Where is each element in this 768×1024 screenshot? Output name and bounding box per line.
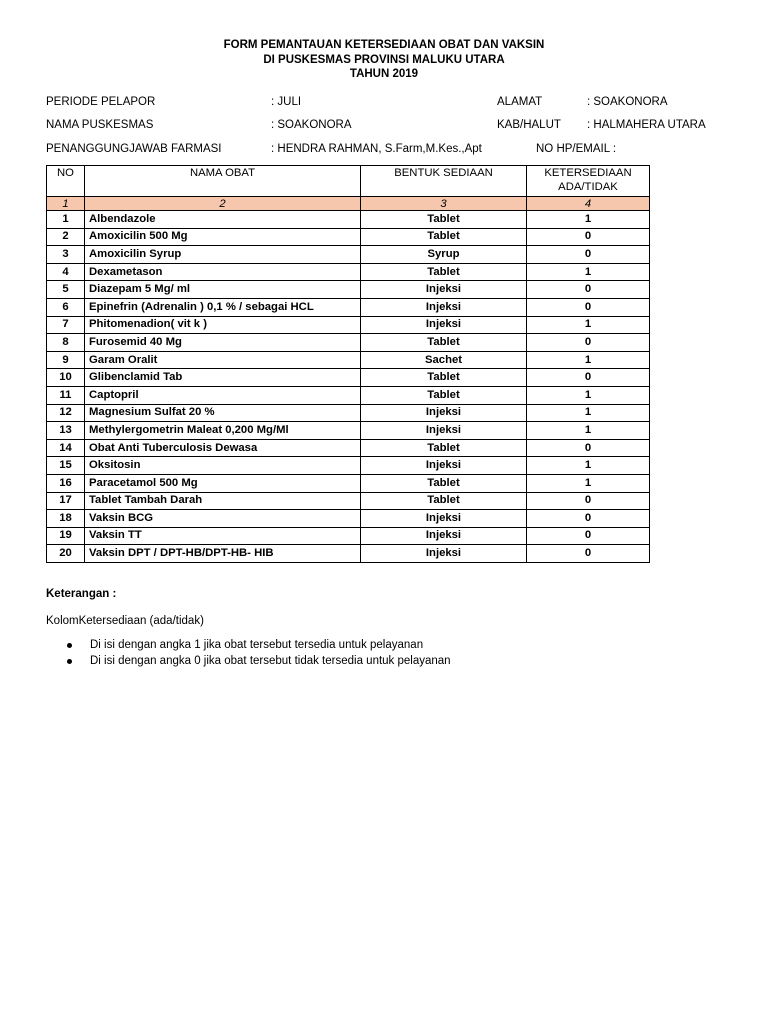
cell-nama-obat: Diazepam 5 Mg/ ml (85, 281, 361, 299)
cell-ketersediaan: 1 (527, 404, 650, 422)
table-row (47, 474, 650, 492)
table-header-row (47, 166, 650, 197)
cell-no: 10 (47, 369, 85, 387)
title-line-2: DI PUSKESMAS PROVINSI MALUKU UTARA (263, 53, 505, 66)
cell-nama-obat: Oksitosin (85, 457, 361, 475)
cell-ketersediaan: 0 (527, 228, 650, 246)
cell-ketersediaan: 1 (527, 211, 650, 229)
cell-ketersediaan: 0 (527, 545, 650, 563)
table-row (47, 527, 650, 545)
cell-nama-obat: Epinefrin (Adrenalin ) 0,1 % / sebagai HCL (85, 298, 361, 316)
cell-no: 15 (47, 457, 85, 475)
table-row (47, 298, 650, 316)
cell-bentuk-sediaan: Tablet (361, 263, 527, 281)
cell-bentuk-sediaan: Tablet (361, 492, 527, 510)
cell-nama-obat: Captopril (85, 386, 361, 404)
cell-no: 11 (47, 386, 85, 404)
cell-ketersediaan: 1 (527, 351, 650, 369)
cell-no: 13 (47, 422, 85, 440)
cell-bentuk-sediaan: Tablet (361, 369, 527, 387)
list-item (46, 653, 451, 669)
cell-ketersediaan: 0 (527, 281, 650, 299)
table-row (47, 228, 650, 246)
obat-table (46, 165, 650, 563)
table-row (47, 404, 650, 422)
header-no: NO (47, 166, 85, 197)
cell-no: 2 (47, 228, 85, 246)
header-bentuk-sediaan: BENTUK SEDIAAN (361, 166, 527, 197)
puskesmas-value: : SOAKONORA (271, 119, 352, 131)
bullet-icon (67, 659, 72, 664)
cell-bentuk-sediaan: Injeksi (361, 316, 527, 334)
cell-no: 20 (47, 545, 85, 563)
cell-ketersediaan: 0 (527, 298, 650, 316)
cell-bentuk-sediaan: Injeksi (361, 422, 527, 440)
cell-ketersediaan: 0 (527, 369, 650, 387)
cell-nama-obat: Magnesium Sulfat 20 % (85, 404, 361, 422)
cell-no: 12 (47, 404, 85, 422)
cell-no: 18 (47, 510, 85, 528)
cell-bentuk-sediaan: Injeksi (361, 527, 527, 545)
kab-value: : HALMAHERA UTARA (587, 119, 706, 131)
cell-bentuk-sediaan: Syrup (361, 246, 527, 264)
table-row (47, 457, 650, 475)
cell-ketersediaan: 0 (527, 492, 650, 510)
table-row (47, 439, 650, 457)
title-line-1: FORM PEMANTAUAN KETERSEDIAAN OBAT DAN VAKSIN (223, 39, 545, 51)
index-cell: 3 (361, 197, 527, 211)
form-title (0, 38, 768, 82)
cell-nama-obat: Obat Anti Tuberculosis Dewasa (85, 439, 361, 457)
cell-nama-obat: Albendazole (85, 211, 361, 229)
bullet-text: Di isi dengan angka 0 jika obat tersebut tidak tersedia untuk pelayanan (90, 655, 451, 667)
cell-ketersediaan: 0 (527, 510, 650, 528)
cell-ketersediaan: 1 (527, 457, 650, 475)
periode-label: PERIODE PELAPOR (46, 96, 156, 108)
cell-bentuk-sediaan: Tablet (361, 439, 527, 457)
cell-no: 6 (47, 298, 85, 316)
cell-nama-obat: Amoxicilin Syrup (85, 246, 361, 264)
cell-no: 14 (47, 439, 85, 457)
table-row (47, 211, 650, 229)
cell-no: 17 (47, 492, 85, 510)
cell-bentuk-sediaan: Tablet (361, 334, 527, 352)
table-row (47, 492, 650, 510)
cell-nama-obat: Tablet Tambah Darah (85, 492, 361, 510)
puskesmas-label: NAMA PUSKESMAS (46, 119, 154, 131)
meta-row-periode (0, 96, 768, 112)
cell-no: 7 (47, 316, 85, 334)
cell-no: 9 (47, 351, 85, 369)
table-row (47, 369, 650, 387)
cell-nama-obat: Paracetamol 500 Mg (85, 474, 361, 492)
cell-ketersediaan: 1 (527, 316, 650, 334)
cell-no: 8 (47, 334, 85, 352)
penanggungjawab-value: : HENDRA RAHMAN, S.Farm,M.Kes.,Apt (271, 143, 482, 155)
kab-label: KAB/HALUT (497, 119, 561, 131)
keterangan-list (46, 637, 451, 669)
periode-value: : JULI (271, 96, 302, 108)
header-nama-obat: NAMA OBAT (85, 166, 361, 197)
cell-ketersediaan: 1 (527, 386, 650, 404)
alamat-value: : SOAKONORA (587, 96, 668, 108)
cell-ketersediaan: 1 (527, 263, 650, 281)
cell-nama-obat: Vaksin DPT / DPT-HB/DPT-HB- HIB (85, 545, 361, 563)
cell-bentuk-sediaan: Tablet (361, 386, 527, 404)
table-row (47, 545, 650, 563)
cell-nama-obat: Amoxicilin 500 Mg (85, 228, 361, 246)
cell-ketersediaan: 1 (527, 474, 650, 492)
table-row (47, 351, 650, 369)
meta-row-puskesmas (0, 119, 768, 135)
list-item (46, 637, 451, 653)
header-ketersediaan-line1: KETERSEDIAAN (544, 167, 632, 179)
cell-ketersediaan: 0 (527, 334, 650, 352)
table-index-row (47, 197, 650, 211)
hp-email-label: NO HP/EMAIL : (536, 143, 617, 155)
cell-no: 16 (47, 474, 85, 492)
cell-no: 3 (47, 246, 85, 264)
cell-no: 4 (47, 263, 85, 281)
table-row (47, 422, 650, 440)
cell-bentuk-sediaan: Sachet (361, 351, 527, 369)
cell-nama-obat: Phitomenadion( vit k ) (85, 316, 361, 334)
table-row (47, 386, 650, 404)
cell-bentuk-sediaan: Tablet (361, 228, 527, 246)
cell-bentuk-sediaan: Injeksi (361, 281, 527, 299)
title-line-3: TAHUN 2019 (349, 68, 419, 80)
cell-ketersediaan: 0 (527, 439, 650, 457)
table-row (47, 334, 650, 352)
cell-nama-obat: Vaksin TT (85, 527, 361, 545)
cell-nama-obat: Furosemid 40 Mg (85, 334, 361, 352)
bullet-text: Di isi dengan angka 1 jika obat tersebut tersedia untuk pelayanan (90, 639, 424, 651)
header-ketersediaan (527, 166, 650, 197)
cell-bentuk-sediaan: Injeksi (361, 457, 527, 475)
keterangan-section (46, 588, 451, 669)
table-row (47, 316, 650, 334)
cell-bentuk-sediaan: Injeksi (361, 545, 527, 563)
cell-nama-obat: Methylergometrin Maleat 0,200 Mg/Ml (85, 422, 361, 440)
header-ketersediaan-line2: ADA/TIDAK (558, 180, 618, 193)
cell-no: 5 (47, 281, 85, 299)
index-cell: 4 (527, 197, 650, 211)
cell-ketersediaan: 1 (527, 422, 650, 440)
kolom-ketersediaan-note: KolomKetersediaan (ada/tidak) (46, 615, 204, 627)
cell-bentuk-sediaan: Injeksi (361, 404, 527, 422)
index-cell: 1 (47, 197, 85, 211)
cell-nama-obat: Vaksin BCG (85, 510, 361, 528)
cell-bentuk-sediaan: Injeksi (361, 510, 527, 528)
table-row (47, 263, 650, 281)
cell-no: 1 (47, 211, 85, 229)
table-row (47, 281, 650, 299)
cell-nama-obat: Dexametason (85, 263, 361, 281)
penanggungjawab-label: PENANGGUNGJAWAB FARMASI (46, 143, 222, 155)
alamat-label: ALAMAT (497, 96, 543, 108)
cell-bentuk-sediaan: Injeksi (361, 298, 527, 316)
cell-nama-obat: Glibenclamid Tab (85, 369, 361, 387)
cell-nama-obat: Garam Oralit (85, 351, 361, 369)
index-cell: 2 (85, 197, 361, 211)
meta-row-penanggungjawab (0, 143, 768, 159)
cell-bentuk-sediaan: Tablet (361, 474, 527, 492)
keterangan-heading: Keterangan : (46, 588, 117, 600)
table-row (47, 510, 650, 528)
cell-ketersediaan: 0 (527, 246, 650, 264)
cell-bentuk-sediaan: Tablet (361, 211, 527, 229)
cell-ketersediaan: 0 (527, 527, 650, 545)
table-row (47, 246, 650, 264)
cell-no: 19 (47, 527, 85, 545)
bullet-icon (67, 643, 72, 648)
